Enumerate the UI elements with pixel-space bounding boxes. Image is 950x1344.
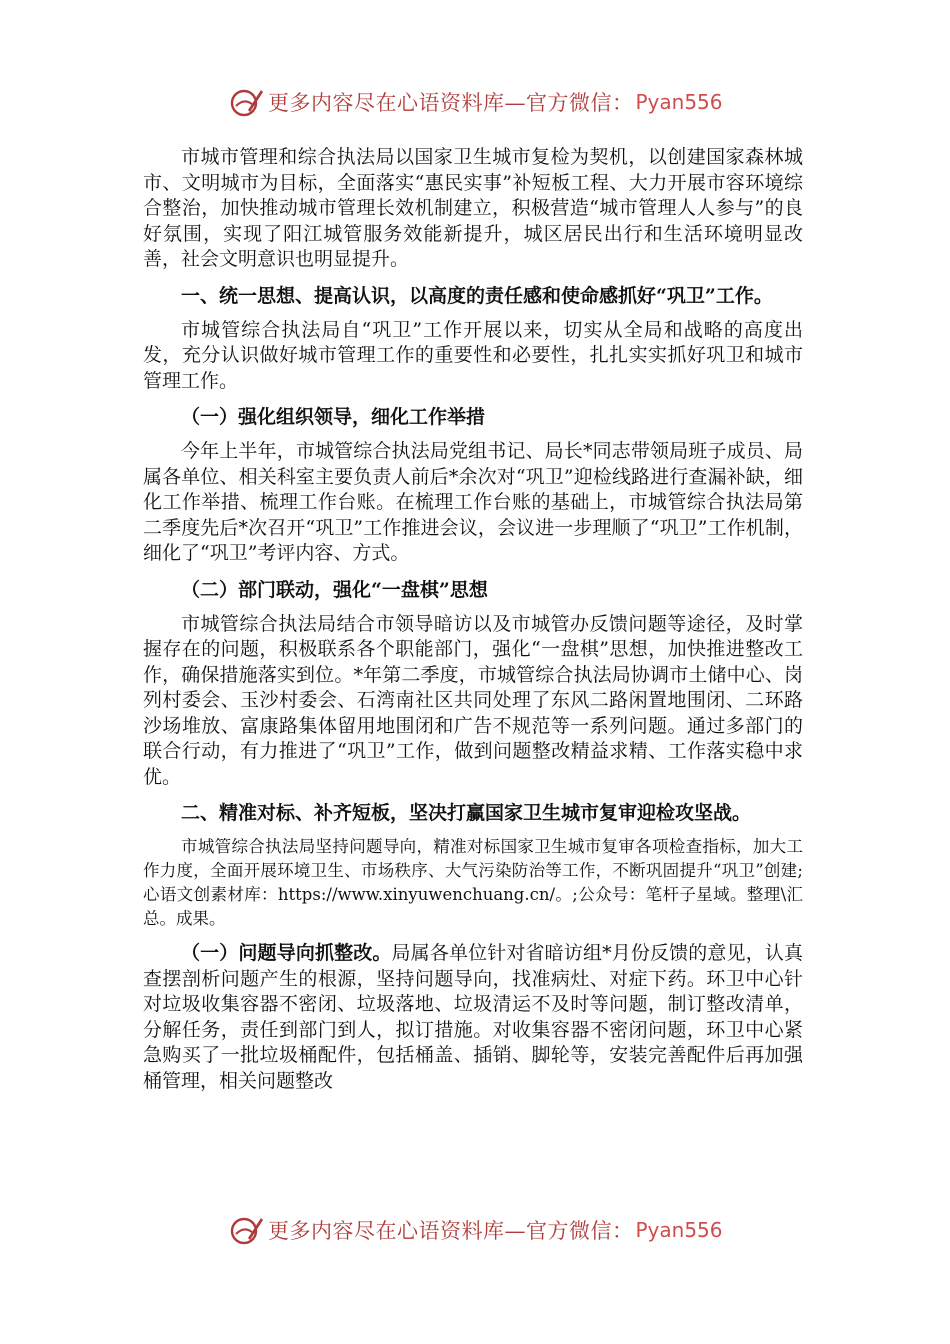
header-watermark-text: 更多内容尽在心语资料库—官方微信： xyxy=(268,91,634,115)
intro-paragraph: 市城市管理和综合执法局以国家卫生城市复检为契机，以创建国家森林城市、文明城市为目标，全面落实“惠民实事”补短板工程、大力开展市容环境综合整治，加快推动城市管理长效机制建立，积极营造“城市管理人人参与”的良好氛围，实现了阳江城管服务效能新提升，城区居民出行和生活环境明显改善，社会文明意识也明显提升。 xyxy=(143,146,803,270)
section-1-paragraph: 市城管综合执法局自“巩卫”工作开展以来，切实从全局和战略的高度出发，充分认识做好城市管理工作的重要性和必要性，扎扎实实抓好巩卫和城市管理工作。 xyxy=(143,318,803,392)
subsection-1-heading: （一）强化组织领导，细化工作举措 xyxy=(181,406,486,428)
pen-logo-icon xyxy=(228,1212,264,1248)
subsection-3-text: 局属各单位针对省暗访组*月份反馈的意见，认真查摆剖析问题产生的根源，坚持问题导向，找准病灶、对症下药。环卫中心针对垃圾收集容器不密闭、垃圾落地、垃圾清运不及时等问题，制订整改清单，分解任务，责任到部门到人，拟订措施。对收集容器不密闭问题，环卫中心紧急购买了一批垃圾桶配件，包括桶盖、插销、脚轮等，安装完善配件后再加强桶管理，相关问题整改 xyxy=(143,942,803,1092)
section-2-heading: 二、精准对标、补齐短板，坚决打赢国家卫生城市复审迎检攻坚战。 xyxy=(181,802,752,824)
subsection-2-heading: （二）部门联动，强化“一盘棋”思想 xyxy=(181,578,488,601)
subsection-3-paragraph xyxy=(143,941,803,1094)
footer-watermark-text: 更多内容尽在心语资料库—官方微信： xyxy=(268,1219,634,1243)
subsection-3-lead: （一）问题导向抓整改。 xyxy=(181,942,392,964)
header-watermark-banner xyxy=(228,82,723,122)
footer-watermark-banner xyxy=(228,1210,723,1250)
document-body xyxy=(143,145,803,1104)
header-wechat-id: Pyan556 xyxy=(635,90,723,114)
subsection-1-paragraph: 今年上半年，市城管综合执法局党组书记、局长*同志带领局班子成员、局属各单位、相关科室主要负责人前后*余次对“巩卫”迎检线路进行查漏补缺，细化工作举措、梳理工作台账。在梳理工作台账的基础上，市城管综合执法局第二季度先后*次召开“巩卫”工作推进会议，会议进一步理顺了“巩卫”工作机制，细化了“巩卫”考评内容、方式。 xyxy=(143,440,803,564)
pen-logo-icon xyxy=(228,84,264,120)
section-2-paragraph: 市城管综合执法局坚持问题导向，精准对标国家卫生城市复审各项检查指标，加大工作力度，全面开展环境卫生、市场秩序、大气污染防治等工作，不断巩固提升“巩卫”创建;心语文创素材库：https://www.xinyuwenchuang.cn/。;公众号：笔杆子星域。整理\汇总。成果。 xyxy=(143,837,803,928)
subsection-2-paragraph: 市城管综合执法局结合市领导暗访以及市城管办反馈问题等途径，及时掌握存在的问题，积极联系各个职能部门，强化“一盘棋”思想，加快推进整改工作，确保措施落实到位。*年第二季度，市城管综合执法局协调市土储中心、岗列村委会、玉沙村委会、石湾南社区共同处理了东风二路闲置地围闭、二环路沙场堆放、富康路集体留用地围闭和广告不规范等一系列问题。通过多部门的联合行动，有力推进了“巩卫”工作，做到问题整改精益求精、工作落实稳中求优。 xyxy=(143,612,803,788)
footer-wechat-id: Pyan556 xyxy=(635,1218,723,1242)
section-1-heading: 一、统一思想、提高认识，以高度的责任感和使命感抓好“巩卫”工作。 xyxy=(181,284,773,307)
